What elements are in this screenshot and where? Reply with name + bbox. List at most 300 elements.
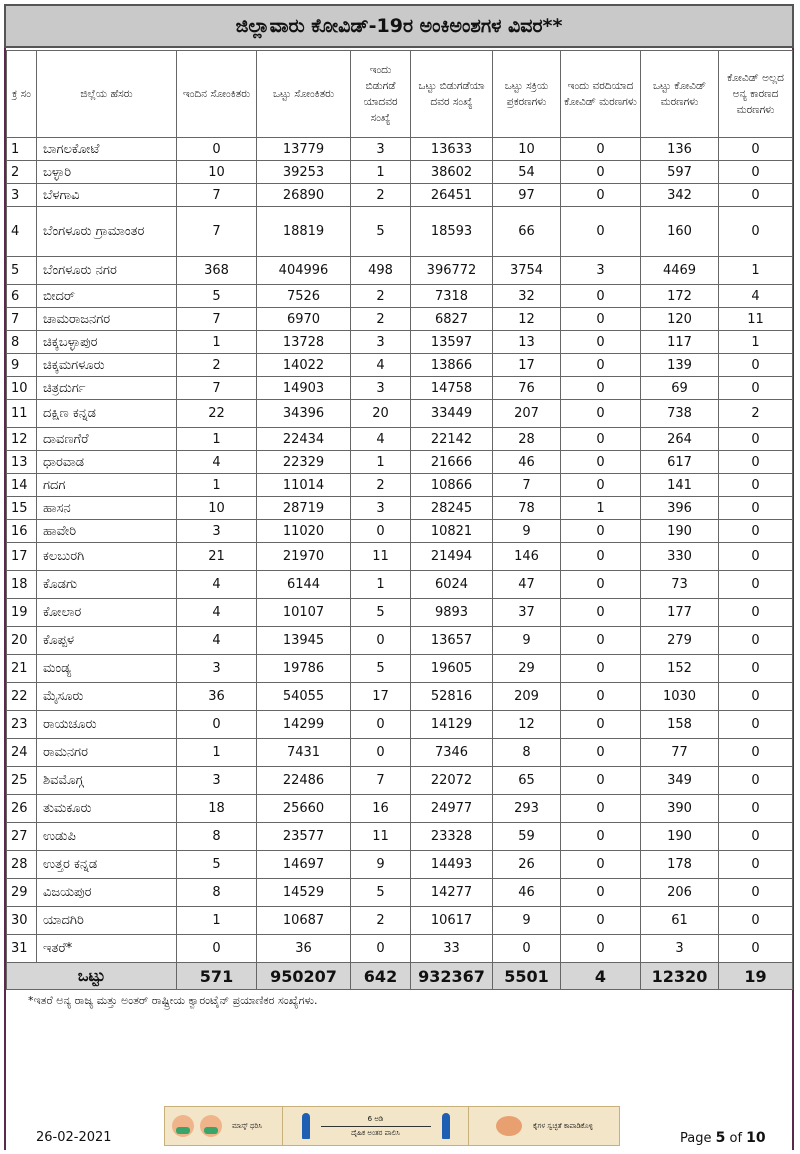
row-today-cases: 7 [177, 308, 257, 331]
row-non-covid-deaths: 0 [719, 497, 793, 520]
row-district: ದಕ್ಷಿಣ ಕನ್ನಡ [37, 400, 177, 428]
row-today-deaths: 0 [561, 520, 641, 543]
table-row [7, 683, 793, 711]
row-non-covid-deaths: 0 [719, 571, 793, 599]
header-sl: ಕ್ರ ಸಂ [7, 51, 37, 138]
row-total-discharged: 10821 [411, 520, 493, 543]
row-today-cases: 3 [177, 655, 257, 683]
row-active: 9 [493, 520, 561, 543]
row-non-covid-deaths: 0 [719, 627, 793, 655]
row-active: 9 [493, 627, 561, 655]
row-total-discharged: 38602 [411, 161, 493, 184]
row-total-cases: 7526 [257, 285, 351, 308]
row-non-covid-deaths: 0 [719, 377, 793, 400]
row-total-deaths: 330 [641, 543, 719, 571]
table-row [7, 285, 793, 308]
row-today-deaths: 0 [561, 451, 641, 474]
row-today-discharged: 16 [351, 795, 411, 823]
row-non-covid-deaths: 0 [719, 207, 793, 257]
banner-mask-section [165, 1107, 283, 1145]
row-total-discharged: 18593 [411, 207, 493, 257]
row-district: ಯಾದಗಿರಿ [37, 907, 177, 935]
table-row [7, 851, 793, 879]
total-today-deaths: 4 [561, 963, 641, 990]
row-total-deaths: 279 [641, 627, 719, 655]
row-today-deaths: 0 [561, 907, 641, 935]
row-today-discharged: 2 [351, 184, 411, 207]
row-total-cases: 22329 [257, 451, 351, 474]
row-today-cases: 0 [177, 935, 257, 963]
row-total-deaths: 141 [641, 474, 719, 497]
table-row [7, 474, 793, 497]
row-sl: 24 [7, 739, 37, 767]
row-district: ಬಳ್ಳಾರಿ [37, 161, 177, 184]
row-total-discharged: 7346 [411, 739, 493, 767]
row-district: ಬೆಂಗಳೂರು ಗ್ರಾಮಾಂತರ [37, 207, 177, 257]
row-active: 17 [493, 354, 561, 377]
row-total-cases: 14022 [257, 354, 351, 377]
row-today-cases: 1 [177, 428, 257, 451]
row-total-deaths: 349 [641, 767, 719, 795]
row-district: ವಿಜಯಪುರ [37, 879, 177, 907]
page-title: ಜಿಲ್ಲಾವಾರು ಕೋವಿಡ್-19ರ ಅಂಕಿಅಂಶಗಳ ವಿವರ** [4, 4, 794, 48]
row-total-cases: 13779 [257, 138, 351, 161]
row-non-covid-deaths: 0 [719, 823, 793, 851]
table-row [7, 655, 793, 683]
row-total-deaths: 617 [641, 451, 719, 474]
person-icon [442, 1113, 450, 1139]
row-today-cases: 22 [177, 400, 257, 428]
row-today-discharged: 3 [351, 331, 411, 354]
row-total-deaths: 178 [641, 851, 719, 879]
banner-distance-value: 6 ಅಡಿ [367, 1114, 384, 1123]
row-today-cases: 5 [177, 285, 257, 308]
row-today-cases: 4 [177, 599, 257, 627]
header-today-discharged: ಇಂದು ಬಿಡುಗಡೆ ಯಾದವರ ಸಂಖ್ಯೆ [351, 51, 411, 138]
row-sl: 11 [7, 400, 37, 428]
row-today-deaths: 0 [561, 207, 641, 257]
row-active: 66 [493, 207, 561, 257]
row-today-discharged: 5 [351, 207, 411, 257]
row-total-deaths: 177 [641, 599, 719, 627]
row-total-discharged: 21666 [411, 451, 493, 474]
row-today-deaths: 0 [561, 711, 641, 739]
row-district: ಬೆಳಗಾವಿ [37, 184, 177, 207]
row-sl: 31 [7, 935, 37, 963]
table-row [7, 377, 793, 400]
row-total-cases: 10107 [257, 599, 351, 627]
total-non-covid-deaths: 19 [719, 963, 793, 990]
header-total-cases: ಒಟ್ಟು ಸೋಂಕಿತರು [257, 51, 351, 138]
row-today-cases: 8 [177, 879, 257, 907]
row-today-deaths: 0 [561, 655, 641, 683]
row-non-covid-deaths: 2 [719, 400, 793, 428]
row-active: 10 [493, 138, 561, 161]
row-total-cases: 28719 [257, 497, 351, 520]
row-total-discharged: 13633 [411, 138, 493, 161]
row-total-discharged: 14493 [411, 851, 493, 879]
row-total-cases: 25660 [257, 795, 351, 823]
row-today-deaths: 0 [561, 599, 641, 627]
row-today-discharged: 0 [351, 739, 411, 767]
row-total-discharged: 14758 [411, 377, 493, 400]
row-total-deaths: 158 [641, 711, 719, 739]
row-sl: 4 [7, 207, 37, 257]
table-row [7, 767, 793, 795]
row-today-discharged: 0 [351, 711, 411, 739]
row-today-cases: 3 [177, 767, 257, 795]
row-total-cases: 23577 [257, 823, 351, 851]
row-today-cases: 1 [177, 331, 257, 354]
row-today-deaths: 0 [561, 354, 641, 377]
washing-hands-icon [496, 1116, 522, 1136]
row-today-deaths: 0 [561, 571, 641, 599]
row-total-deaths: 342 [641, 184, 719, 207]
row-total-cases: 22434 [257, 428, 351, 451]
row-total-cases: 13945 [257, 627, 351, 655]
row-total-deaths: 190 [641, 823, 719, 851]
row-non-covid-deaths: 11 [719, 308, 793, 331]
row-active: 12 [493, 711, 561, 739]
row-today-discharged: 3 [351, 138, 411, 161]
row-total-discharged: 14277 [411, 879, 493, 907]
row-today-discharged: 5 [351, 599, 411, 627]
table-row [7, 823, 793, 851]
row-today-discharged: 2 [351, 308, 411, 331]
header-total-deaths: ಒಟ್ಟು ಕೋವಿಡ್ ಮರಣಗಳು [641, 51, 719, 138]
row-total-deaths: 4469 [641, 257, 719, 285]
row-total-discharged: 28245 [411, 497, 493, 520]
row-today-cases: 0 [177, 711, 257, 739]
row-district: ಕೊಪ್ಪಳ [37, 627, 177, 655]
row-district: ರಾಮನಗರ [37, 739, 177, 767]
row-today-deaths: 0 [561, 184, 641, 207]
row-active: 76 [493, 377, 561, 400]
person-icon [302, 1113, 310, 1139]
row-total-cases: 14529 [257, 879, 351, 907]
row-today-cases: 8 [177, 823, 257, 851]
table-row [7, 257, 793, 285]
row-total-deaths: 738 [641, 400, 719, 428]
row-today-discharged: 1 [351, 571, 411, 599]
row-total-cases: 14903 [257, 377, 351, 400]
row-today-deaths: 0 [561, 377, 641, 400]
row-today-discharged: 0 [351, 520, 411, 543]
row-district: ಶಿವಮೊಗ್ಗ [37, 767, 177, 795]
header-total-discharged: ಒಟ್ಟು ಬಿಡುಗಡೆಯಾ ದವರ ಸಂಖ್ಯೆ [411, 51, 493, 138]
row-non-covid-deaths: 0 [719, 935, 793, 963]
row-total-deaths: 1030 [641, 683, 719, 711]
banner-distance-section [283, 1107, 469, 1145]
row-total-cases: 21970 [257, 543, 351, 571]
header-today-deaths: ಇಂದು ವರದಿಯಾದ ಕೋವಿಡ್ ಮರಣಗಳು [561, 51, 641, 138]
table-row [7, 207, 793, 257]
row-total-discharged: 10617 [411, 907, 493, 935]
row-district: ಬೆಂಗಳೂರು ನಗರ [37, 257, 177, 285]
table-row [7, 138, 793, 161]
row-active: 207 [493, 400, 561, 428]
row-active: 37 [493, 599, 561, 627]
row-active: 8 [493, 739, 561, 767]
row-non-covid-deaths: 0 [719, 474, 793, 497]
row-active: 146 [493, 543, 561, 571]
row-active: 3754 [493, 257, 561, 285]
table-row [7, 935, 793, 963]
row-non-covid-deaths: 0 [719, 428, 793, 451]
row-total-discharged: 6024 [411, 571, 493, 599]
row-total-deaths: 172 [641, 285, 719, 308]
row-total-deaths: 160 [641, 207, 719, 257]
header-non-covid-deaths: ಕೋವಿಡ್ ಅಲ್ಲದ ಅನ್ಯ ಕಾರಣದ ಮರಣಗಳು [719, 51, 793, 138]
masked-face-icon [172, 1115, 194, 1137]
row-total-deaths: 396 [641, 497, 719, 520]
row-total-cases: 10687 [257, 907, 351, 935]
row-total-cases: 6970 [257, 308, 351, 331]
row-today-discharged: 1 [351, 451, 411, 474]
table-row [7, 428, 793, 451]
row-today-deaths: 0 [561, 474, 641, 497]
row-district: ಚಿತ್ರದುರ್ಗ [37, 377, 177, 400]
table-body [7, 138, 793, 963]
row-non-covid-deaths: 0 [719, 138, 793, 161]
row-active: 209 [493, 683, 561, 711]
row-non-covid-deaths: 0 [719, 655, 793, 683]
row-active: 26 [493, 851, 561, 879]
row-sl: 7 [7, 308, 37, 331]
row-total-deaths: 77 [641, 739, 719, 767]
row-sl: 15 [7, 497, 37, 520]
row-today-deaths: 0 [561, 285, 641, 308]
row-active: 13 [493, 331, 561, 354]
row-total-deaths: 73 [641, 571, 719, 599]
row-total-discharged: 14129 [411, 711, 493, 739]
row-total-discharged: 22072 [411, 767, 493, 795]
row-district: ಉಡುಪಿ [37, 823, 177, 851]
row-total-discharged: 13866 [411, 354, 493, 377]
row-non-covid-deaths: 0 [719, 354, 793, 377]
footnote: *ಇತರೆ ಅನ್ಯ ರಾಜ್ಯ ಮತ್ತು ಅಂತರ್ ರಾಷ್ಟ್ರೀಯ ಕ್ವಾರಂಟೈನ್ ಪ್ರಯಾಣಿಕರ ಸಂಖ್ಯೆಗಳು. [28, 994, 318, 1007]
row-district: ಕಲಬುರಗಿ [37, 543, 177, 571]
row-district: ಮೈಸೂರು [37, 683, 177, 711]
row-total-cases: 7431 [257, 739, 351, 767]
row-non-covid-deaths: 0 [719, 907, 793, 935]
row-today-cases: 10 [177, 497, 257, 520]
row-total-deaths: 152 [641, 655, 719, 683]
row-sl: 26 [7, 795, 37, 823]
row-today-discharged: 11 [351, 543, 411, 571]
row-today-cases: 5 [177, 851, 257, 879]
masked-face-icon [200, 1115, 222, 1137]
row-today-deaths: 0 [561, 543, 641, 571]
row-today-deaths: 0 [561, 851, 641, 879]
row-today-discharged: 9 [351, 851, 411, 879]
row-district: ತುಮಕೂರು [37, 795, 177, 823]
row-total-discharged: 22142 [411, 428, 493, 451]
row-sl: 27 [7, 823, 37, 851]
row-today-deaths: 0 [561, 823, 641, 851]
row-sl: 2 [7, 161, 37, 184]
row-district: ಹಾಸನ [37, 497, 177, 520]
row-today-deaths: 0 [561, 683, 641, 711]
row-sl: 19 [7, 599, 37, 627]
row-today-cases: 4 [177, 451, 257, 474]
row-district: ಕೋಲಾರ [37, 599, 177, 627]
table-row [7, 879, 793, 907]
row-non-covid-deaths: 1 [719, 257, 793, 285]
row-total-deaths: 390 [641, 795, 719, 823]
row-non-covid-deaths: 0 [719, 543, 793, 571]
row-sl: 16 [7, 520, 37, 543]
row-total-deaths: 597 [641, 161, 719, 184]
row-total-cases: 13728 [257, 331, 351, 354]
row-non-covid-deaths: 0 [719, 520, 793, 543]
row-total-cases: 22486 [257, 767, 351, 795]
row-total-discharged: 21494 [411, 543, 493, 571]
table-row [7, 308, 793, 331]
row-district: ಬೀದರ್ [37, 285, 177, 308]
table-row [7, 354, 793, 377]
row-non-covid-deaths: 0 [719, 795, 793, 823]
total-active: 5501 [493, 963, 561, 990]
table-row [7, 907, 793, 935]
row-today-cases: 3 [177, 520, 257, 543]
row-today-deaths: 0 [561, 428, 641, 451]
row-today-deaths: 0 [561, 400, 641, 428]
table-row [7, 571, 793, 599]
row-total-deaths: 117 [641, 331, 719, 354]
row-active: 78 [493, 497, 561, 520]
row-district: ಹಾವೇರಿ [37, 520, 177, 543]
row-sl: 21 [7, 655, 37, 683]
row-today-cases: 7 [177, 207, 257, 257]
row-district: ಚಾಮರಾಜನಗರ [37, 308, 177, 331]
row-active: 12 [493, 308, 561, 331]
row-today-cases: 7 [177, 184, 257, 207]
total-today-cases: 571 [177, 963, 257, 990]
table-row [7, 497, 793, 520]
table-row [7, 739, 793, 767]
row-total-deaths: 136 [641, 138, 719, 161]
row-active: 0 [493, 935, 561, 963]
row-today-discharged: 5 [351, 879, 411, 907]
row-active: 7 [493, 474, 561, 497]
row-total-deaths: 61 [641, 907, 719, 935]
table-row [7, 711, 793, 739]
row-sl: 25 [7, 767, 37, 795]
row-sl: 17 [7, 543, 37, 571]
row-active: 46 [493, 879, 561, 907]
row-total-deaths: 264 [641, 428, 719, 451]
row-total-cases: 18819 [257, 207, 351, 257]
row-district: ದಾವಣಗೆರೆ [37, 428, 177, 451]
row-total-discharged: 33 [411, 935, 493, 963]
row-sl: 6 [7, 285, 37, 308]
row-total-deaths: 206 [641, 879, 719, 907]
row-total-discharged: 23328 [411, 823, 493, 851]
arrow-icon [321, 1126, 431, 1127]
row-non-covid-deaths: 0 [719, 879, 793, 907]
row-today-cases: 4 [177, 627, 257, 655]
row-today-discharged: 4 [351, 428, 411, 451]
row-district: ಚಿಕ್ಕಬಳ್ಳಾಪುರ [37, 331, 177, 354]
row-today-discharged: 2 [351, 474, 411, 497]
row-active: 9 [493, 907, 561, 935]
row-active: 97 [493, 184, 561, 207]
row-non-covid-deaths: 0 [719, 451, 793, 474]
row-total-discharged: 26451 [411, 184, 493, 207]
row-non-covid-deaths: 0 [719, 599, 793, 627]
row-today-cases: 18 [177, 795, 257, 823]
banner-hands-text: ಕೈಗಳ ಸ್ವಚ್ಛತೆ ಕಾಪಾಡಿಕೊಳ್ಳಿ [532, 1121, 594, 1130]
total-total-discharged: 932367 [411, 963, 493, 990]
row-today-cases: 10 [177, 161, 257, 184]
table-row [7, 795, 793, 823]
page-number: Page 5 of 10 [680, 1130, 766, 1146]
row-total-deaths: 69 [641, 377, 719, 400]
row-sl: 5 [7, 257, 37, 285]
row-total-discharged: 396772 [411, 257, 493, 285]
row-total-discharged: 33449 [411, 400, 493, 428]
row-sl: 30 [7, 907, 37, 935]
row-non-covid-deaths: 4 [719, 285, 793, 308]
row-district: ಬಾಗಲಕೋಟೆ [37, 138, 177, 161]
row-district: ಚಿಕ್ಕಮಗಳೂರು [37, 354, 177, 377]
row-total-discharged: 52816 [411, 683, 493, 711]
district-stats-table [6, 50, 793, 990]
row-sl: 3 [7, 184, 37, 207]
row-sl: 12 [7, 428, 37, 451]
row-total-cases: 14299 [257, 711, 351, 739]
row-active: 59 [493, 823, 561, 851]
table-header-row [7, 51, 793, 138]
row-non-covid-deaths: 0 [719, 739, 793, 767]
row-today-cases: 1 [177, 907, 257, 935]
row-today-deaths: 0 [561, 161, 641, 184]
banner-mask-text: ಮಾಸ್ಕ್ ಧರಿಸಿ [232, 1121, 262, 1130]
row-sl: 10 [7, 377, 37, 400]
row-today-deaths: 0 [561, 138, 641, 161]
row-total-discharged: 13597 [411, 331, 493, 354]
row-today-deaths: 0 [561, 739, 641, 767]
row-today-deaths: 0 [561, 935, 641, 963]
row-today-deaths: 0 [561, 767, 641, 795]
row-active: 28 [493, 428, 561, 451]
totals-row [7, 963, 793, 990]
row-today-cases: 2 [177, 354, 257, 377]
header-today-cases: ಇಂದಿನ ಸೋಂಕಿತರು [177, 51, 257, 138]
row-active: 65 [493, 767, 561, 795]
row-total-discharged: 19605 [411, 655, 493, 683]
totals-label: ಒಟ್ಟು [7, 963, 177, 990]
row-district: ಕೊಡಗು [37, 571, 177, 599]
row-district: ರಾಯಚೂರು [37, 711, 177, 739]
row-today-discharged: 11 [351, 823, 411, 851]
total-today-discharged: 642 [351, 963, 411, 990]
row-today-discharged: 4 [351, 354, 411, 377]
row-active: 32 [493, 285, 561, 308]
row-active: 293 [493, 795, 561, 823]
row-today-deaths: 3 [561, 257, 641, 285]
row-sl: 13 [7, 451, 37, 474]
row-total-discharged: 24977 [411, 795, 493, 823]
row-non-covid-deaths: 0 [719, 767, 793, 795]
row-district: ಇತರೆ* [37, 935, 177, 963]
row-total-discharged: 6827 [411, 308, 493, 331]
row-active: 29 [493, 655, 561, 683]
row-sl: 29 [7, 879, 37, 907]
banner-distance-text: ದೈಹಿಕ ಅಂತರ ಪಾಲಿಸಿ [351, 1128, 400, 1137]
safety-banner [164, 1106, 620, 1146]
